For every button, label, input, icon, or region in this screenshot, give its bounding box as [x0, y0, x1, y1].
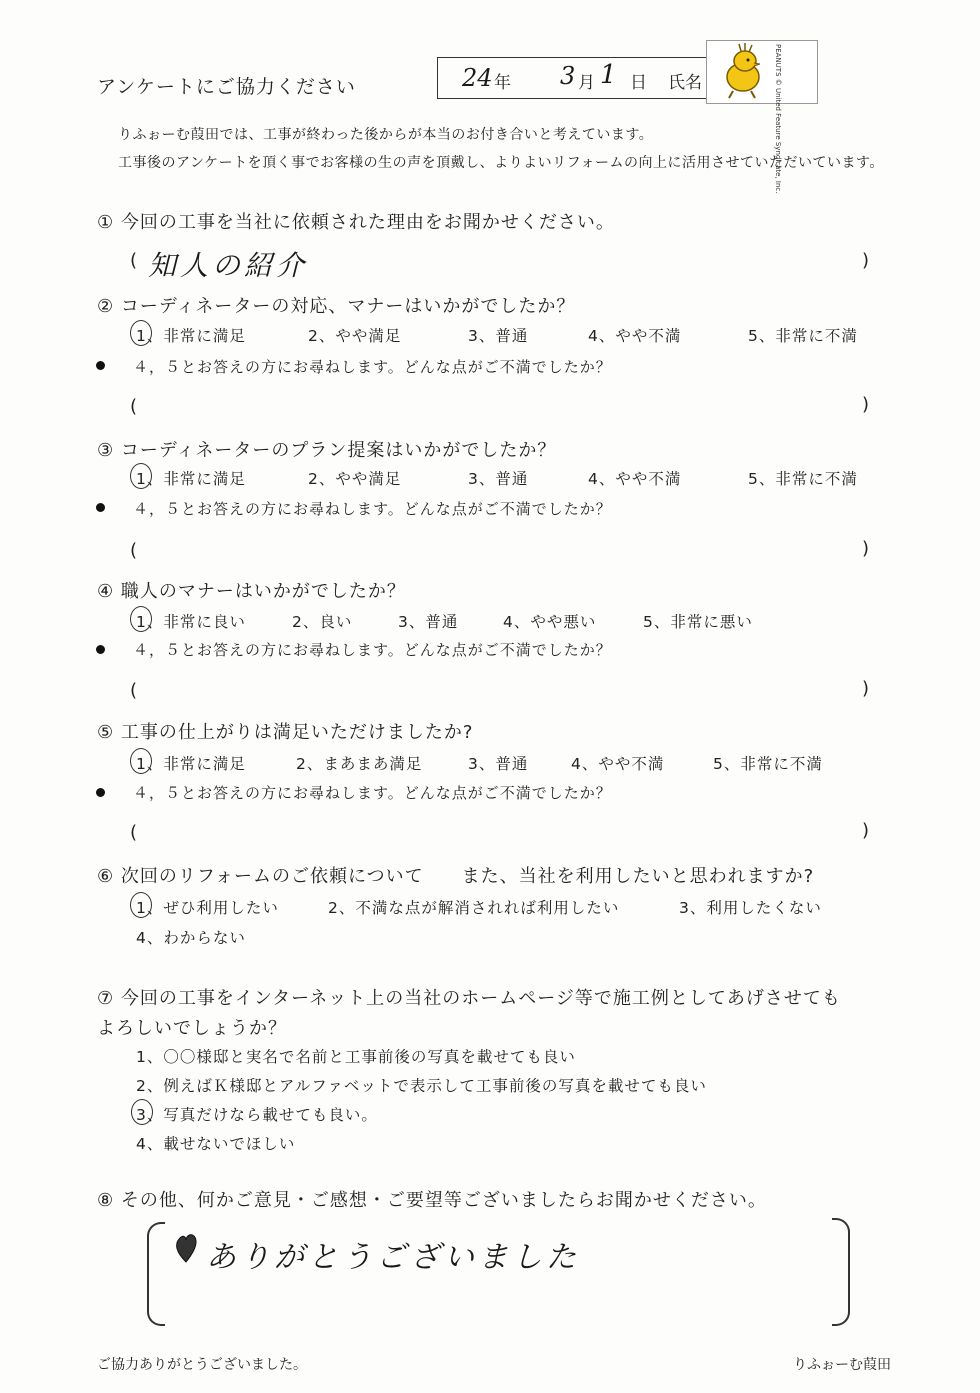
- q5-paren-close: ): [862, 820, 870, 841]
- q2-followup: ４，５とお答えの方にお尋ねします。どんな点がご不満でしたか？: [133, 358, 612, 376]
- q5-followup: ４，５とお答えの方にお尋ねします。どんな点がご不満でしたか？: [133, 784, 612, 802]
- q2-option-4[interactable]: 4、やや不満: [588, 327, 682, 345]
- q3-followup: ４，５とお答えの方にお尋ねします。どんな点がご不満でしたか？: [133, 500, 612, 518]
- intro-line-2: 工事後のアンケートを頂く事でお客様の生の声を頂戴し、よりよいリフォームの向上に活用させていただいています。: [118, 155, 884, 171]
- q7-title-line-2: よろしいでしょうか？: [97, 1018, 287, 1039]
- q4-option-1[interactable]: 1、非常に良い: [136, 613, 246, 631]
- q2-paren-close: ): [862, 394, 870, 415]
- q5-paren-open: (: [130, 822, 138, 843]
- q6-option-1[interactable]: 1、ぜひ利用したい: [136, 899, 279, 917]
- q7-option-2[interactable]: 2、例えばＫ様邸とアルファベットで表示して工事前後の写真を載せても良い: [136, 1077, 707, 1095]
- q4-option-4[interactable]: 4、やや悪い: [503, 613, 597, 631]
- q1-paren-open: (: [130, 250, 138, 271]
- q5-option-2[interactable]: 2、まあまあ満足: [296, 755, 423, 773]
- date-day-value: 1: [600, 60, 617, 90]
- q7-option-3[interactable]: 3、写真だけなら載せても良い。: [136, 1106, 378, 1124]
- q3-option-2[interactable]: 2、やや満足: [308, 470, 402, 488]
- q4-followup: ４，５とお答えの方にお尋ねします。どんな点がご不満でしたか？: [133, 641, 612, 659]
- q7-option-1[interactable]: 1、〇〇様邸と実名で名前と工事前後の写真を載せても良い: [136, 1048, 576, 1066]
- q2-bullet: [96, 361, 105, 370]
- q2-option-3[interactable]: 3、普通: [468, 327, 529, 345]
- q5-bullet: [96, 788, 105, 797]
- q5-option-1[interactable]: 1、非常に満足: [136, 755, 246, 773]
- q1-title: ① 今回の工事を当社に依頼された理由をお聞かせください。: [97, 212, 615, 233]
- q2-option-2[interactable]: 2、やや満足: [308, 327, 402, 345]
- q7-option-4[interactable]: 4、載せないでほしい: [136, 1135, 296, 1153]
- q4-option-3[interactable]: 3、普通: [398, 613, 459, 631]
- date-month-label: 月: [578, 73, 595, 93]
- q8-title: ⑧ その他、何かご意見・ご感想・ご要望等ございましたらお聞かせください。: [97, 1190, 767, 1211]
- date-year-value: 24: [462, 64, 493, 92]
- q7-title-line-1: ⑦ 今回の工事をインターネット上の当社のホームページ等で施工例としてあげさせても: [97, 988, 841, 1009]
- q3-option-5[interactable]: 5、非常に不満: [748, 470, 858, 488]
- q4-option-5[interactable]: 5、非常に悪い: [643, 613, 753, 631]
- q5-option-5[interactable]: 5、非常に不満: [713, 755, 823, 773]
- sticker-copyright: PEANUTS © United Feature Syndicate, Inc.: [774, 44, 782, 194]
- date-year-label: 年: [494, 73, 511, 93]
- q3-bullet: [96, 503, 105, 512]
- q4-paren-close: ): [862, 678, 870, 699]
- woodstock-sticker: [706, 40, 818, 104]
- q6-option-3[interactable]: 3、利用したくない: [679, 899, 822, 917]
- q8-box-left-bracket: [147, 1222, 165, 1326]
- q1-paren-close: ): [862, 250, 870, 271]
- q3-title: ③ コーディネーターのプラン提案はいかがでしたか？: [97, 440, 557, 461]
- q4-bullet: [96, 645, 105, 654]
- q3-option-1[interactable]: 1、非常に満足: [136, 470, 246, 488]
- name-label: 氏名: [668, 73, 702, 93]
- q3-option-3[interactable]: 3、普通: [468, 470, 529, 488]
- heart-doodle-icon: [172, 1226, 200, 1266]
- footer-company: りふぉーむ葭田: [793, 1357, 891, 1373]
- q4-option-2[interactable]: 2、良い: [292, 613, 353, 631]
- q5-option-3[interactable]: 3、普通: [468, 755, 529, 773]
- q6-option-4[interactable]: 4、わからない: [136, 929, 246, 947]
- q3-paren-open: (: [130, 540, 138, 561]
- q3-option-4[interactable]: 4、やや不満: [588, 470, 682, 488]
- q3-paren-close: ): [862, 538, 870, 559]
- woodstock-icon: [707, 41, 817, 103]
- q4-paren-open: (: [130, 680, 138, 701]
- q4-title: ④ 職人のマナーはいかがでしたか？: [97, 581, 406, 602]
- q2-title: ② コーディネーターの対応、マナーはいかがでしたか？: [97, 296, 576, 317]
- intro-line-1: りふぉーむ葭田では、工事が終わった後からが本当のお付き合いと考えています。: [118, 127, 654, 143]
- q5-title: ⑤ 工事の仕上がりは満足いただけましたか?: [97, 722, 474, 743]
- q2-option-5[interactable]: 5、非常に不満: [748, 327, 858, 345]
- page-title: アンケートにご協力ください: [97, 76, 356, 98]
- q6-title: ⑥ 次回のリフォームのご依頼について また、当社を利用したいと思われますか?: [97, 866, 815, 887]
- date-month-value: 3: [560, 62, 576, 90]
- q8-answer[interactable]: ありがとうございました: [206, 1240, 580, 1275]
- date-day-label: 日: [630, 73, 647, 93]
- q8-box-right-bracket: [832, 1218, 850, 1326]
- q2-paren-open: (: [130, 396, 138, 417]
- q6-option-2[interactable]: 2、不満な点が解消されれば利用したい: [328, 899, 620, 917]
- q5-option-4[interactable]: 4、やや不満: [571, 755, 665, 773]
- footer-thanks: ご協力ありがとうございました。: [97, 1357, 307, 1373]
- q1-answer[interactable]: 知人の紹介: [148, 249, 309, 282]
- q2-option-1[interactable]: 1、非常に満足: [136, 327, 246, 345]
